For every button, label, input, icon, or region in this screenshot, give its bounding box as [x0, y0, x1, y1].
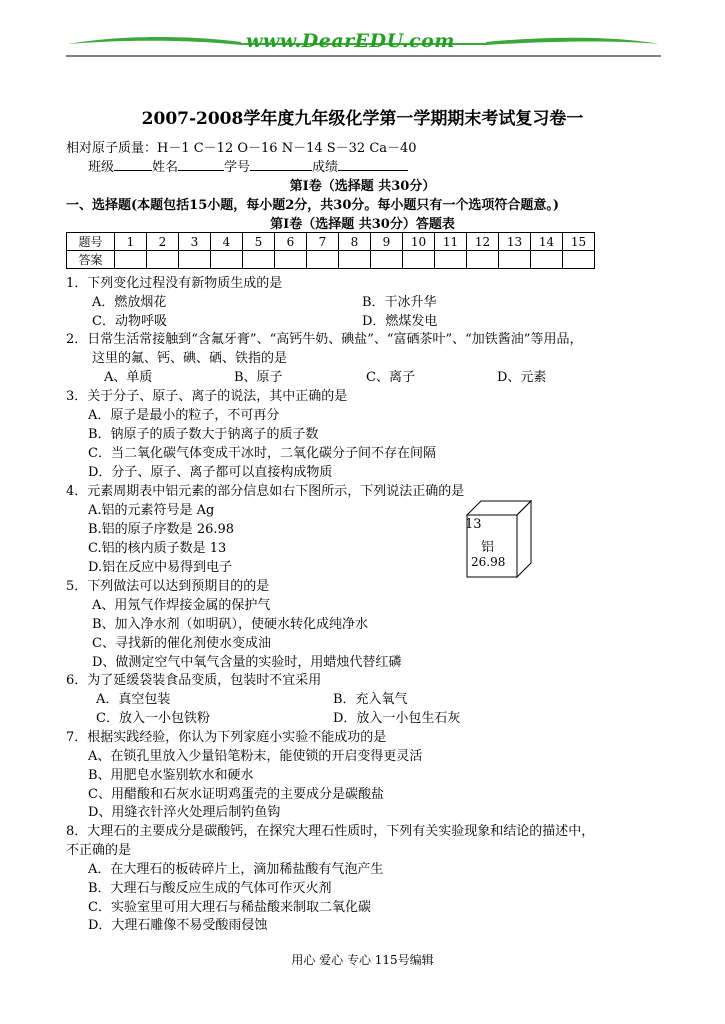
table-cell: 15	[563, 233, 595, 251]
q6-option-a[interactable]: A．真空包装	[96, 692, 171, 707]
q8-option-b[interactable]: B．大理石与酸反应生成的气体可作灭火剂	[88, 881, 332, 896]
class-label: 班级	[88, 160, 115, 175]
answer-cell-5[interactable]	[243, 251, 275, 269]
table-cell: 5	[243, 233, 275, 251]
q8-option-c[interactable]: C．实验室里可用大理石与稀盐酸来制取二氧化碳	[88, 900, 371, 915]
q7-option-a[interactable]: A、在锁孔里放入少量铅笔粉末，能使锁的开启变得更灵活	[88, 749, 423, 764]
answer-cell-7[interactable]	[307, 251, 339, 269]
question-3-stem: 3．关于分子、原子、离子的说法，其中正确的是	[66, 389, 348, 404]
q1-option-c[interactable]: C．动物呼吸	[92, 314, 167, 329]
element-atomic-number: 13	[465, 517, 482, 532]
q8-option-d[interactable]: D．大理石雕像不易受酸雨侵蚀	[88, 918, 268, 933]
q3-option-c[interactable]: C．当二氧化碳气体变成干冰时，二氧化碳分子间不存在间隔	[88, 446, 436, 461]
table-cell: 7	[307, 233, 339, 251]
table-cell: 11	[435, 233, 467, 251]
q5-option-b[interactable]: B、加入净水剂（如明矾），使硬水转化成纯净水	[92, 617, 369, 632]
table-cell: 1	[115, 233, 147, 251]
element-atomic-mass: 26.98	[471, 555, 506, 569]
answer-cell-10[interactable]	[403, 251, 435, 269]
answer-table-row-answers	[67, 251, 595, 269]
q3-option-d[interactable]: D．分子、原子、离子都可以直接构成物质	[88, 465, 333, 480]
q7-option-c[interactable]: C、用醋酸和石灰水证明鸡蛋壳的主要成分是碳酸盐	[88, 787, 384, 802]
table-cell: 8	[339, 233, 371, 251]
section1-instruction: 一、选择题(本题包括15小题，每小题2分，共30分。每小题只有一个选项符合题意。)	[66, 198, 560, 213]
table-cell: 6	[275, 233, 307, 251]
q3-option-b[interactable]: B．钠原子的质子数大于钠离子的质子数	[88, 427, 319, 442]
q8-option-a[interactable]: A．在大理石的板砖碎片上，滴加稀盐酸有气泡产生	[88, 862, 384, 877]
class-blank[interactable]	[114, 158, 152, 171]
row-label-number: 题号	[67, 233, 115, 251]
question-2-stem: 2．日常生活常接触到“含氟牙膏”、“高钙牛奶、碘盐”、“富硒茶叶”、“加铁酱油”等用品，	[66, 332, 583, 347]
answer-cell-3[interactable]	[179, 251, 211, 269]
q5-option-a[interactable]: A、用氖气作焊接金属的保护气	[92, 598, 271, 613]
answer-sheet-title: 第Ⅰ卷（选择题 共30分）答题表	[270, 217, 455, 232]
question-5-stem: 5．下列做法可以达到预期目的的是	[66, 579, 270, 594]
table-cell: 14	[531, 233, 563, 251]
number-blank[interactable]	[250, 158, 312, 171]
page-footer: 用心 爱心 专心 115号编辑	[291, 953, 434, 967]
q5-option-d[interactable]: D、做测定空气中氧气含量的实验时，用蜡烛代替红磷	[92, 655, 402, 670]
name-label: 姓名	[152, 160, 179, 175]
q5-option-c[interactable]: C、寻找新的催化剂使水变成油	[92, 636, 271, 651]
score-label: 成绩	[312, 160, 339, 175]
table-cell: 9	[371, 233, 403, 251]
row-label-answer: 答案	[67, 251, 115, 269]
q6-option-b[interactable]: B．充入氧气	[333, 692, 408, 707]
table-cell: 10	[403, 233, 435, 251]
question-8-stem-cont: 不正确的是	[66, 843, 132, 858]
atomic-mass-line: 相对原子质量：H－1 C－12 O－16 N－14 S－32 Ca－40	[66, 141, 417, 156]
q1-option-d[interactable]: D．燃煤发电	[362, 314, 438, 329]
table-cell: 3	[179, 233, 211, 251]
table-cell: 12	[467, 233, 499, 251]
answer-table	[66, 232, 595, 269]
question-4-stem: 4．元素周期表中铝元素的部分信息如右下图所示，下列说法正确的是	[66, 484, 465, 499]
answer-cell-2[interactable]	[147, 251, 179, 269]
answer-cell-15[interactable]	[563, 251, 595, 269]
question-2-stem-cont: 这里的氟、钙、碘、硒、铁指的是	[92, 351, 288, 366]
q1-option-a[interactable]: A．燃放烟花	[92, 295, 167, 310]
section1-title: 第Ⅰ卷（选择题 共30分）	[289, 179, 436, 194]
page-title: 2007-2008学年度九年级化学第一学期期末考试复习卷一	[141, 109, 584, 129]
answer-cell-6[interactable]	[275, 251, 307, 269]
q4-option-c[interactable]: C.铝的核内质子数是 13	[88, 541, 227, 556]
q2-option-d[interactable]: D、元素	[497, 370, 547, 385]
answer-cell-14[interactable]	[531, 251, 563, 269]
q2-option-c[interactable]: C、离子	[366, 370, 415, 385]
answer-cell-11[interactable]	[435, 251, 467, 269]
question-7-stem: 7．根据实践经验，你认为下列家庭小实验不能成功的是	[66, 730, 387, 745]
number-label: 学号	[224, 160, 251, 175]
q6-option-c[interactable]: C．放入一小包铁粉	[96, 711, 210, 726]
answer-cell-4[interactable]	[211, 251, 243, 269]
name-blank[interactable]	[178, 158, 224, 171]
student-info-line	[88, 156, 408, 175]
q6-option-d[interactable]: D．放入一小包生石灰	[333, 711, 461, 726]
q7-option-b[interactable]: B、用肥皂水鉴别软水和硬水	[88, 768, 254, 783]
table-cell: 13	[499, 233, 531, 251]
q4-option-a[interactable]: A.铝的元素符号是 Ag	[88, 503, 215, 518]
q3-option-a[interactable]: A．原子是最小的粒子，不可再分	[88, 408, 280, 423]
q4-option-b[interactable]: B.铝的原子序数是 26.98	[88, 522, 235, 537]
question-1-stem: 1．下列变化过程没有新物质生成的是	[66, 276, 283, 291]
answer-cell-13[interactable]	[499, 251, 531, 269]
q1-option-b[interactable]: B．干冰升华	[362, 295, 437, 310]
site-url: www.DearEDU.com	[246, 30, 455, 52]
q2-option-a[interactable]: A、单质	[104, 370, 153, 385]
table-cell: 4	[211, 233, 243, 251]
answer-cell-8[interactable]	[339, 251, 371, 269]
element-name: 铝	[481, 540, 495, 555]
q7-option-d[interactable]: D、用缝衣针淬火处理后制钓鱼钩	[88, 805, 281, 820]
answer-cell-1[interactable]	[115, 251, 147, 269]
site-header	[66, 26, 661, 60]
table-cell: 2	[147, 233, 179, 251]
q2-option-b[interactable]: B、原子	[234, 370, 283, 385]
answer-cell-9[interactable]	[371, 251, 403, 269]
question-6-stem: 6．为了延缓袋装食品变质，包装时不宜采用	[66, 673, 322, 688]
answer-cell-12[interactable]	[467, 251, 499, 269]
q4-option-d[interactable]: D.铝在反应中易得到电子	[88, 560, 233, 575]
score-blank[interactable]	[338, 158, 408, 171]
question-8-stem: 8．大理石的主要成分是碳酸钙，在探究大理石性质时，下列有关实验现象和结论的描述中，	[66, 824, 595, 839]
answer-table-row-numbers	[67, 233, 595, 251]
